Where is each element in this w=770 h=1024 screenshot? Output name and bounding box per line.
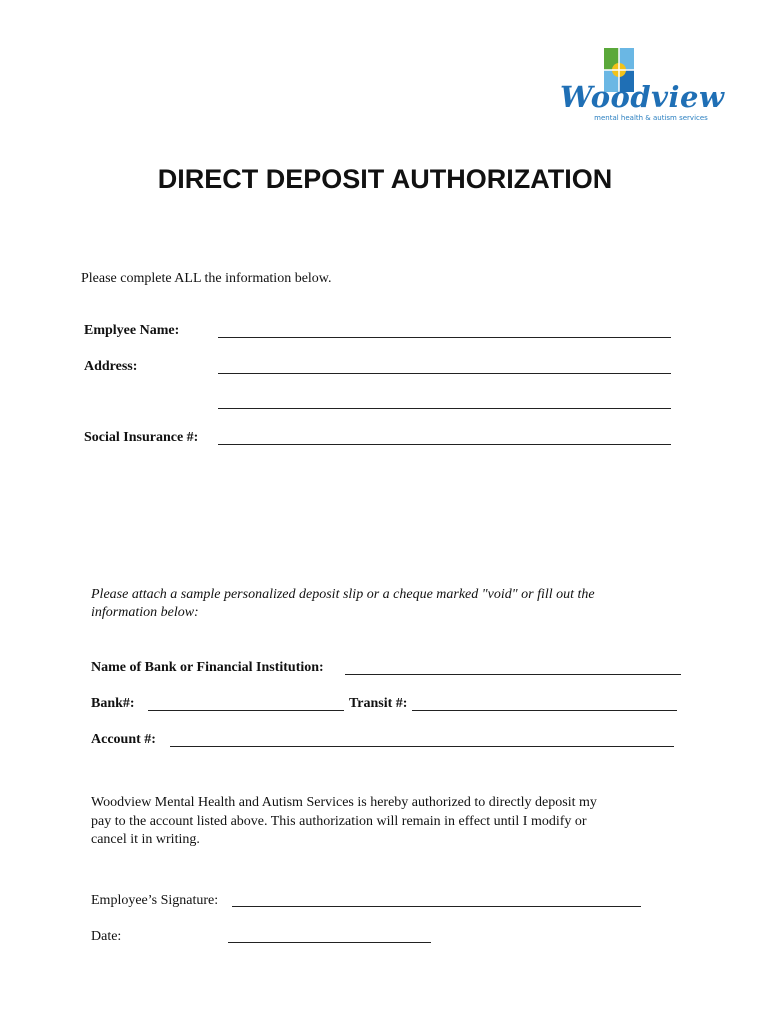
institution-label: Name of Bank or Financial Institution: <box>91 660 324 675</box>
bank-note-line1: Please attach a sample personalized deposit slip or a cheque marked "void" or fill out the <box>91 587 595 602</box>
authorization-line1: Woodview Mental Health and Autism Services is hereby authorized to directly deposit my <box>91 795 597 810</box>
account-label: Account #: <box>91 732 156 747</box>
woodview-logo <box>556 48 725 126</box>
transit-label: Transit #: <box>349 696 408 711</box>
signature-field[interactable] <box>232 906 641 907</box>
authorization-line2: pay to the account listed above. This authorization will remain in effect until I modify or <box>91 813 587 829</box>
transit-field[interactable] <box>412 710 677 711</box>
institution-field[interactable] <box>345 674 681 675</box>
employee-name-field[interactable] <box>218 337 671 338</box>
date-field[interactable] <box>228 942 431 943</box>
authorization-text <box>91 794 597 850</box>
account-field[interactable] <box>170 746 674 747</box>
bank-note-line2: information below: <box>91 605 199 620</box>
address-field-line1[interactable] <box>218 373 671 374</box>
signature-label: Employee’s Signature: <box>91 893 219 908</box>
page-title: DIRECT DEPOSIT AUTHORIZATION <box>157 164 613 194</box>
intro-text: Please complete ALL the information below. <box>81 271 332 286</box>
logo-tagline: mental health & autism services <box>594 114 708 122</box>
address-label: Address: <box>84 359 138 374</box>
bank-number-field[interactable] <box>148 710 344 711</box>
logo-wordmark: Woodview <box>560 80 725 114</box>
sin-label: Social Insurance #: <box>84 430 199 445</box>
sin-field[interactable] <box>218 444 671 445</box>
bank-number-label: Bank#: <box>91 696 135 711</box>
address-field-line2[interactable] <box>218 408 671 409</box>
date-label: Date: <box>91 929 122 944</box>
authorization-line3: cancel it in writing. <box>91 832 200 847</box>
employee-name-label: Emplyee Name: <box>84 323 180 338</box>
